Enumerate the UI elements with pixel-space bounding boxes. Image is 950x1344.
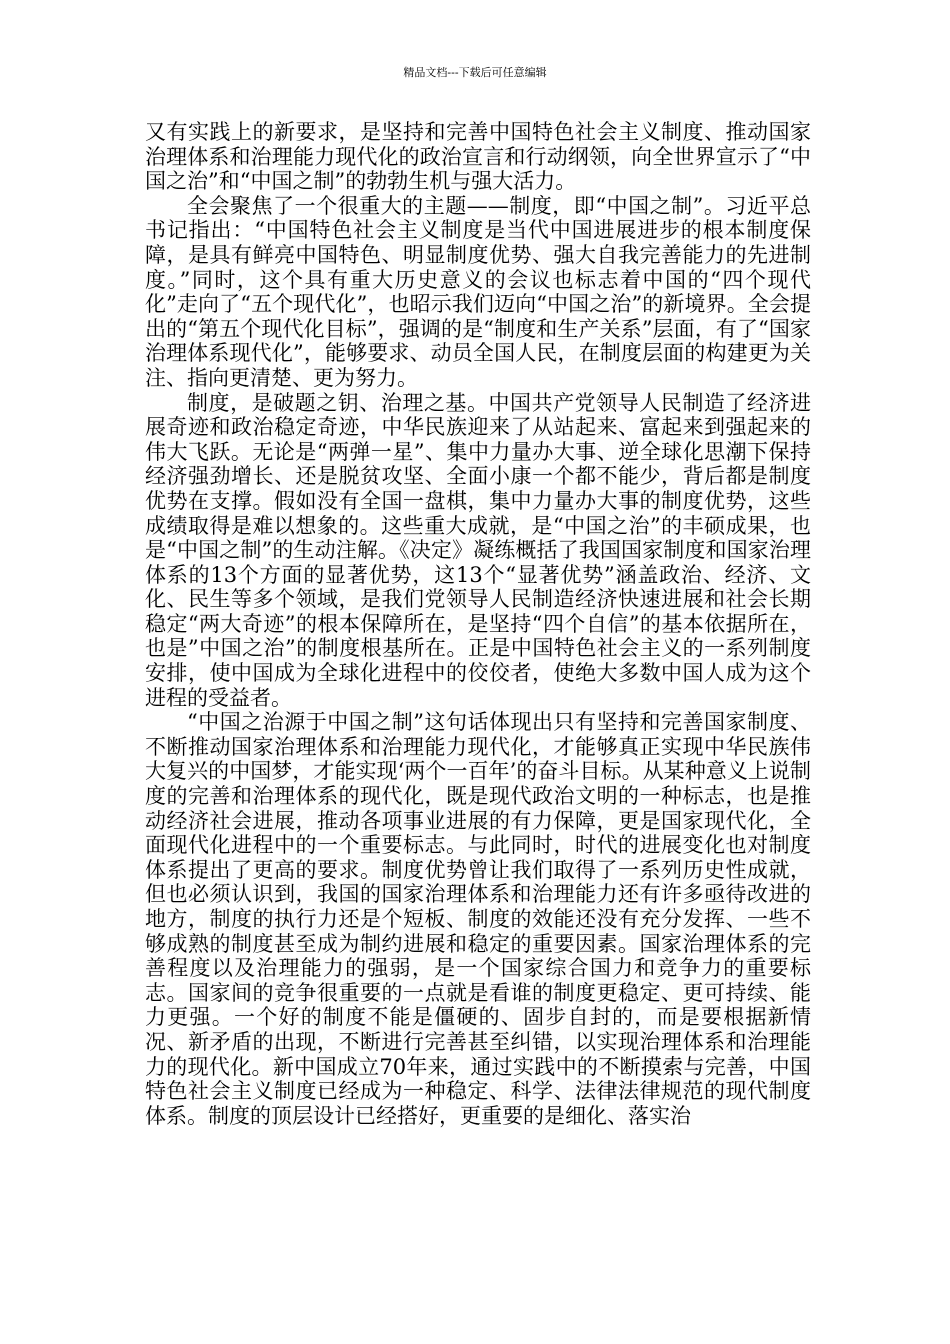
- document-body: [145, 120, 811, 1128]
- paragraph-4: “中国之治源于中国之制”这句话体现出只有坚持和完善国家制度、不断推动国家治理体系和治理能力现代化，才能够真正实现中华民族伟大复兴的中国梦，才能实现‘两个一百年’的奋斗目标。从某种意义上说制度的完善和治理体系的现代化，既是现代政治文明的一种标志，也是推动经济社会进展，推动各项事业进展的有力保障，更是国家现代化，全面现代化进程中的一个重要标志。与此同时，时代的进展变化也对制度体系提出了更高的要求。制度优势曾让我们取得了一系列历史性成就，但也必须认识到，我国的国家治理体系和治理能力还有许多亟待改进的地方，制度的执行力还是个短板、制度的效能还没有充分发挥、一些不够成熟的制度甚至成为制约进展和稳定的重要因素。国家治理体系的完善程度以及治理能力的强弱，是一个国家综合国力和竞争力的重要标志。国家间的竞争很重要的一点就是看谁的制度更稳定、更可持续、能力更强。一个好的制度不能是僵硬的、固步自封的，而是要根据新情况、新矛盾的出现，不断进行完善甚至纠错，以实现治理体系和治理能力的现代化。新中国成立70年来，通过实践中的不断摸索与完善，中国特色社会主义制度已经成为一种稳定、科学、法律法律规范的现代制度体系。制度的顶层设计已经搭好，更重要的是细化、落实治: [145, 710, 811, 1128]
- paragraph-1: 又有实践上的新要求，是坚持和完善中国特色社会主义制度、推动国家治理体系和治理能力现代化的政治宣言和行动纲领，向全世界宣示了“中国之治”和“中国之制”的勃勃生机与强大活力。: [145, 120, 811, 194]
- page-header: 精品文档---下载后可任意编辑: [403, 66, 547, 79]
- paragraph-2: 全会聚焦了一个很重大的主题——制度，即“中国之制”。习近平总书记指出：“中国特色社会主义制度是当代中国进展进步的根本制度保障，是具有鲜亮中国特色、明显制度优势、强大自我完善能力的先进制度。”同时，这个具有重大历史意义的会议也标志着中国的“四个现代化”走向了“五个现代化”，也昭示我们迈向“中国之治”的新境界。全会提出的“第五个现代化目标”，强调的是“制度和生产关系”层面，有了“国家治理体系现代化”，能够要求、动员全国人民，在制度层面的构建更为关注、指向更清楚、更为努力。: [145, 193, 811, 390]
- paragraph-3: 制度，是破题之钥、治理之基。中国共产党领导人民制造了经济进展奇迹和政治稳定奇迹，中华民族迎来了从站起来、富起来到强起来的伟大飞跃。无论是“两弹一星”、集中力量办大事、逆全球化思潮下保持经济强劲增长、还是脱贫攻坚、全面小康一个都不能少，背后都是制度优势在支撑。假如没有全国一盘棋，集中力量办大事的制度优势，这些成绩取得是难以想象的。这些重大成就，是“中国之治”的丰硕成果，也是“中国之制”的生动注解。《决定》凝练概括了我国国家制度和国家治理体系的13个方面的显著优势，这13个“显著优势”涵盖政治、经济、文化、民生等多个领域，是我们党领导人民制造经济快速进展和社会长期稳定“两大奇迹”的根本保障所在，是坚持“四个自信”的基本依据所在，也是”中国之治”的制度根基所在。正是中国特色社会主义的一系列制度安排，使中国成为全球化进程中的佼佼者，使绝大多数中国人成为这个进程的受益者。: [145, 390, 811, 710]
